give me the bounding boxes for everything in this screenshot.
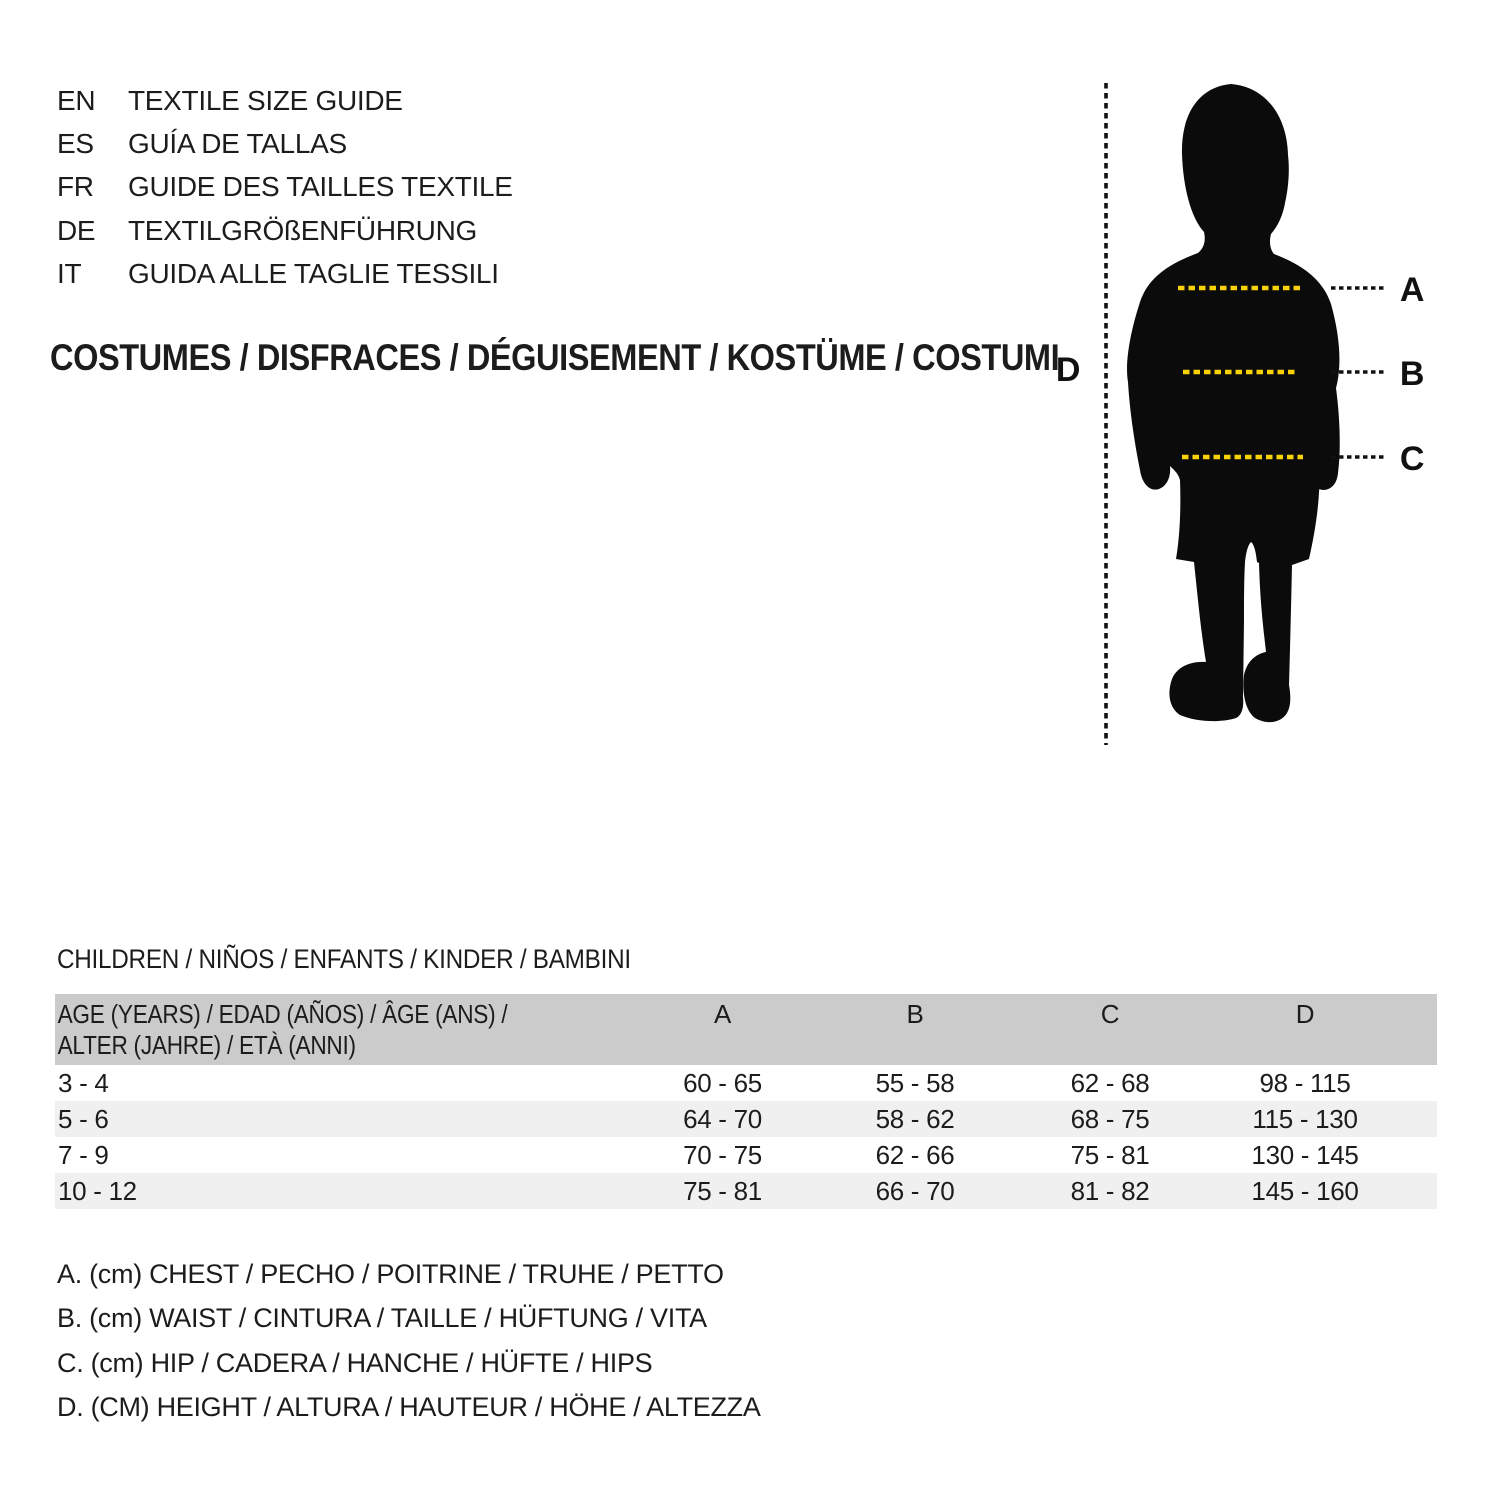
chest-range: 60 - 65 bbox=[683, 1068, 762, 1098]
language-guide-item bbox=[57, 253, 513, 296]
measure-label-c: C bbox=[1399, 440, 1425, 478]
language-guide-item bbox=[57, 209, 513, 252]
hip-range: 75 - 81 bbox=[1070, 1140, 1150, 1170]
language-code: EN bbox=[57, 84, 96, 116]
hip-range: 81 - 82 bbox=[1070, 1176, 1150, 1206]
chest-range: 70 - 75 bbox=[683, 1140, 762, 1170]
legend-item-waist: B. (cm) WAIST / CINTURA / TAILLE / HÜFTUNG / VITA bbox=[57, 1303, 707, 1334]
chest-range: 75 - 81 bbox=[683, 1176, 762, 1206]
waist-range: 58 - 62 bbox=[875, 1104, 955, 1134]
age-header-line1: AGE (YEARS) / EDAD (AÑOS) / ÂGE (ANS) / bbox=[57, 999, 508, 1029]
guide-title: TEXTILGRÖßENFÜHRUNG bbox=[128, 214, 477, 246]
measurement-legend bbox=[57, 1252, 761, 1429]
size-table-header-row bbox=[55, 994, 1437, 1065]
language-code: ES bbox=[57, 128, 94, 160]
measure-label-a: A bbox=[1399, 271, 1425, 309]
table-row bbox=[55, 1101, 1437, 1137]
language-guide-item bbox=[57, 166, 513, 209]
guide-title: GUÍA DE TALLAS bbox=[128, 128, 347, 160]
waist-range: 55 - 58 bbox=[875, 1068, 955, 1098]
language-code: IT bbox=[57, 258, 82, 290]
legend-item-height: D. (CM) HEIGHT / ALTURA / HAUTEUR / HÖHE / ALTEZZA bbox=[57, 1391, 761, 1422]
waist-range: 62 - 66 bbox=[875, 1140, 955, 1170]
hip-range: 62 - 68 bbox=[1070, 1068, 1150, 1098]
age-range: 3 - 4 bbox=[58, 1068, 109, 1098]
legend-item-hip: C. (cm) HIP / CADERA / HANCHE / HÜFTE / HIPS bbox=[57, 1347, 653, 1378]
size-table bbox=[55, 994, 1437, 1209]
language-code: DE bbox=[57, 214, 96, 246]
table-row bbox=[55, 1065, 1437, 1101]
category-title: COSTUMES / DISFRACES / DÉGUISEMENT / KOSTÜME / COSTUMI bbox=[50, 337, 1060, 378]
column-header-b: B bbox=[906, 999, 924, 1029]
size-section-title: CHILDREN / NIÑOS / ENFANTS / KINDER / BAMBINI bbox=[57, 944, 631, 974]
guide-title: GUIDA ALLE TAGLIE TESSILI bbox=[128, 258, 499, 290]
hip-range: 68 - 75 bbox=[1070, 1104, 1150, 1134]
age-range: 7 - 9 bbox=[58, 1140, 109, 1170]
column-header-a: A bbox=[713, 999, 732, 1029]
language-guide-list bbox=[57, 79, 513, 296]
size-figure-diagram bbox=[1040, 60, 1500, 760]
guide-title: TEXTILE SIZE GUIDE bbox=[128, 84, 403, 116]
waist-range: 66 - 70 bbox=[875, 1176, 955, 1206]
age-range: 5 - 6 bbox=[58, 1104, 109, 1134]
child-silhouette bbox=[1127, 84, 1340, 722]
legend-item-chest: A. (cm) CHEST / PECHO / POITRINE / TRUHE / PETTO bbox=[57, 1259, 724, 1289]
measure-label-b: B bbox=[1399, 355, 1425, 393]
height-range: 130 - 145 bbox=[1251, 1140, 1359, 1170]
height-range: 145 - 160 bbox=[1251, 1176, 1359, 1206]
language-code: FR bbox=[57, 171, 94, 203]
measure-label-d: D bbox=[1055, 351, 1081, 389]
height-range: 115 - 130 bbox=[1252, 1104, 1358, 1134]
table-row bbox=[55, 1173, 1437, 1209]
column-header-d: D bbox=[1295, 999, 1315, 1029]
language-guide-item bbox=[57, 122, 513, 165]
column-header-c: C bbox=[1100, 999, 1120, 1029]
age-header-line2: ALTER (JAHRE) / ETÀ (ANNI) bbox=[57, 1030, 356, 1060]
age-range: 10 - 12 bbox=[58, 1176, 137, 1206]
guide-title: GUIDE DES TAILLES TEXTILE bbox=[128, 171, 513, 203]
chest-range: 64 - 70 bbox=[683, 1104, 762, 1134]
language-guide-item bbox=[57, 79, 513, 122]
height-range: 98 - 115 bbox=[1259, 1068, 1351, 1098]
age-column-header bbox=[55, 994, 551, 1065]
table-row bbox=[55, 1137, 1437, 1173]
